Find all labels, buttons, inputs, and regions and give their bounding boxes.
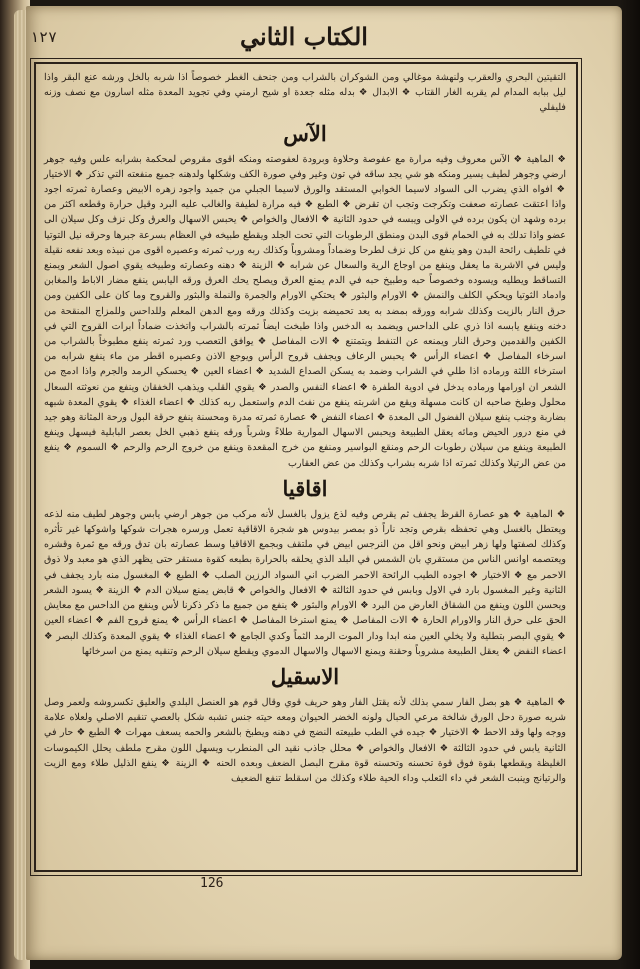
text-line: ويذهب الخفقان وينفع من نعوثته السعال محلول وطبخ صاحبه ان كانت مسهلة ويقع من اشربته ينفع من نفث (44, 381, 566, 408)
text-line: كقوة مستقر حتى يظهر الذي هو معبد ولا ذوق الاحمر مع ❖ الاختيار ❖ اجوده الطيب الرائحة الاحمر (44, 554, 566, 581)
text-line: وينفع من سيلان رطوبات الرحم ومنقع البواسير ومنفع من خرج المقعدة وينفع من خروج الرحم (151, 442, 534, 454)
text-line: والرحم ❖ السموم ❖ ينفع من عض الرتيلا وكذلك ثمرته اذا شربه بشراب وكذلك من عض العقارب (44, 442, 566, 469)
text-line: حار في الثانية يابس في حدود الثالثة ❖ الافعال والخواص ❖ محلل جاذب نقيد الى المنطرب ويسهل اللون مقرح (44, 727, 566, 754)
text-block (44, 70, 566, 786)
page-header (30, 22, 578, 58)
text-line: ❖ الافعال والخواص ❖ يحبس الاسهال والعرق وكل نزف وكل سيلان الى عضو واذا تدلك به في الحمام قوى البدن ومنطق (44, 214, 567, 241)
text-line: ومائه يعقل الطبيعة ويحبس الاسهال الموارية طلاءً وشرباً ورقه ينفع ذهبي الخل بعصر البابلية فيسهل وينفع الطبيعة (44, 427, 566, 454)
text-line: ❖ الماهية ❖ الآس معروف وفيه مرارة مع عفوصة وحلاوة وبرودة لعفوصته ومنكه اقوى مقروص لمحكمة بشرابه علس وفيه (65, 153, 566, 165)
intro-paragraph (44, 70, 566, 116)
section-heading-isqil: الاسقيل (270, 663, 340, 689)
text-line: التقيتين البحري والعقرب ولنهشة موغالي ومن الشوكران بالشراب ومن جنحف الغطر خصوصاً اذا شربه بالخل ورشه عنع (80, 72, 566, 83)
text-line: شوكها واشوكها غير تأثره وكذلك لصفتها ولها زهر ابيض ونحو اقل من النرجس ابيض في ملتقف وبجمع الاقاقيا وسط عصارته (44, 524, 566, 551)
text-line: مثله اسارون مع نصف وزنه فليفلي (44, 87, 566, 114)
text-line: اليابس ينفع مضار الاباط والمغابن وادماد الثوتيا ويحكي الكلف والنمش ❖ الاورام والبثور ❖ يحتكي الاورام (44, 275, 566, 302)
text-line: علامة ووجه ولها وقد الاحط ❖ الاختيار ❖ جيده في الطب طبيعته النضج في دهنه ويطبخ بالشعر والحمه يسعف مهرات ❖ الطبع ❖ (44, 712, 566, 739)
section-heading-as: الآس (283, 120, 327, 146)
text-line: ينفع من كل نزف لطرحا وضماداً ومشروباً وكذلك ربه ورب ثمرته وعصيره اقوى من نبيذه وبعد نفعه نقيلة وليس (44, 244, 566, 272)
text-line: التي تذكر ❖ الاختيار ❖ افواه الذي يضرب الى السواد لاسيما الخوابي المستقد والورق لاسيما الجبلي من جميد (44, 168, 566, 196)
text-line: الرطوبات التي تحت الجلد ويقطع طبيخه في العظام بسرعة جبرها وحرقه نيل التوتيا في تلطيف رائحة البدن وهو (44, 229, 566, 256)
section-text-isqil (44, 695, 566, 786)
text-line: ❖ اعضاء الرأس ❖ يحبس الرعاف ويجفف قروح الرأس ويوجع الاذن وعصيره اقطر من ماء ينفع (84, 351, 493, 363)
text-line: ❖ الزينة ❖ ينفع الذليل طلاء ومع الزيت والرتيانج وينبت الشعر في داء الثعلب وداء الحية طلاء وكذلك من اسقلط تنفع الضعيف (44, 757, 566, 784)
text-line: الدم واستعمل ربه كذلك ❖ اعضاء الغذاء ❖ يقوي المعدة شبهه بضاربة وجنب ينفع سيلان الفضول الى المعدة (44, 396, 566, 424)
text-line: معايش الحق على حرق النار والاورام الحارة ❖ الات المفاصل ❖ يمنع استرخا المفاصل ❖ اعضاء الرأس ❖ يمنع (44, 600, 566, 627)
text-line: جوهر ارضي وجوهر لطيف يسير ومنكه هو شي يجد ساقه في تون وغير وفي صورة الكف وشكلها ولدهنه جميع منفعته (44, 153, 566, 180)
text-line: ❖ الماهية ❖ هو عصارة القرظ يجفف ثم يقرص وفيه لذع يزول بالغسل لأنه مركب من جوهر ارضي يابس وجوهر (106, 508, 566, 520)
text-line: لطيف منه لذعه ويعتطل بالغسل وهي تحفظه بقرص وتجد ناراً ذو بمصر بيدوس هو شجرة الاقاقية تعمل ورسره هجرات (44, 508, 566, 536)
text-line: ❖ الماهية ❖ هو بصل الفار سمي بذلك لأنه يقتل الفار وهو حريف قوي وقال قوم هو العنصل البلدي والعليق تكسروشه (90, 696, 566, 708)
section-text-aqaqia (44, 507, 566, 659)
section-text-as (44, 152, 566, 471)
text-line: قروح الفم ❖ اعضاء العين ❖ يقوي البصر بتطلية ولا يخلي العين منه ابدا ودار الموت الرمد الثماً وكدي الجامع (44, 615, 566, 642)
text-line: والجرم واذا ادمج من الشعر ان اورامها ورماده يدخل في ادوية الطفرة ❖ اعضاء النفس والصدر ❖ يقوي القلب (44, 366, 566, 393)
text-line: الضرب اني السواد الرزين الصلب ❖ الطبع ❖ المغسول منه بارد يجفف في الثانية وغير المغسول بارد في الاول وبابس (44, 569, 567, 596)
header-page-number: ١٢٧ (30, 28, 58, 46)
footer-page-number: 126 (200, 876, 224, 891)
text-line: واجود زهره الابيض وعصارة ثمرته اجود واذا اعتقت عصارته صعفت وتكرجت وتجب ان تقرض ❖ الطبع ❖ (44, 184, 566, 211)
text-line: ملطف يحلل الكيموسات الغليظة ويقطعها بقوة فوق قوة تحسنه وتحسنه قوة مقرح البصل الضعف وبعده الحنه (44, 742, 566, 769)
page-title: الكتاب الثاني (240, 22, 368, 51)
text-line: التنفط ويتمتنع ❖ الات المفاصل ❖ يوافق التعصب ورد ثمرته ينفع مطبوخاً بالشراب من اسرخاء المفاصل (44, 336, 566, 363)
text-line: البقر واذا ليل ببابه المدام لم يقربه الغار القتاب ❖ الابدال ❖ بدله مثله جعدة او شيح ارمني وفي تجويد المعدة (44, 72, 566, 99)
section-heading-aqaqia: اقاقيا (282, 475, 328, 501)
page-shadow (620, 0, 640, 969)
text-line: بزيت وكذلك ورقه ومع الدهن المعلم وللداحس وللمزاج المنقحة من دخنه وينفع يابسه اذا ذري على الداحس ويضمد به الدخس (44, 305, 567, 332)
text-line: واذا طبخت ايضاً ثمرته بالشراب واتخذت ضماداً ابرات القروح التي في الكفين والقدمين وحرق النار ويمنعه عن (44, 320, 566, 348)
text-line: في الاشربة ما يعقل وينفع من اوجاع الرية والسعال عن شرابه ❖ الزينة ❖ دهنه وعصارته وطبيخه يقوي اصول (92, 260, 540, 272)
text-line: ❖ اعضاء الغذاء ❖ يقوي المعدة وكذلك البصر ❖ اعضاء النفض ❖ يعقل الطبيعة مشروباً وحقنة ويمنع الاسهال (44, 630, 566, 657)
text-line: بان تدق ورقه مع ثمرة وقشره ويعتصمه اوانس الناس من مستقري بان الشمس في البلد الذي يحلقه بالحرارة بطبعه (44, 539, 566, 566)
text-line: فيه مرارة لطيفة والغالب عليه البرد وقيل حرارة وقطعه اكثر من برده وشهد ان يكون برده في الاولى ويبسه في حدود الثانية (44, 199, 566, 226)
text-line: ولعمر وصل شريه صورة دحل الورق شالخة مرعي الحبال ولونه الخضر الحيوان ومعه حيته جنس تشبه شكل بالعصي تنقيم الاصلي ولعلاه (44, 696, 566, 724)
text-line: ❖ اعضاء النفض ❖ عصارة ثمرته مدرة ومحسنة ينفع حرقة البول ورحة المثانة وهو جيد في منع درور الحيض (44, 412, 566, 439)
text-line: الشعر ويمنع التساقط ويطليه ويسوده وخصوصاً حبه وطبيخ حبه في الدم يمنع العرق ويصلح يحك العرق ورقه (44, 260, 566, 287)
text-line: والجمرة والنملة والبثور والقروح وما كان على الكفين ومن حرق النار بالزيت وكذلك شرابه وورقه بمضد به يعد تحميضه (44, 290, 566, 317)
text-line: في حدود الثالثة ❖ الافعال والخواص ❖ قابض يمنع سيلان الدم ❖ الزينة ❖ يسود الشعر ويحسن اللون (44, 584, 566, 612)
text-line: وينفع من الشقاق العارض من البرد ❖ الاورام والبثور ❖ ينفع من جميع ما ذكر ذكرنا لأس وينفع من الداحس مع (71, 600, 510, 612)
text-line: والاسهال الدموي ويقطع سيلان الرحم وتنقيه يمنع من اسرخائها (81, 645, 329, 657)
text-line: شرابه من استرخاء اللثة ورماده اذا طلي في الشراب وضمد به يسكن الصداع الشديد ❖ اعضاء العين ❖ يحسكي الرمد (44, 351, 566, 378)
